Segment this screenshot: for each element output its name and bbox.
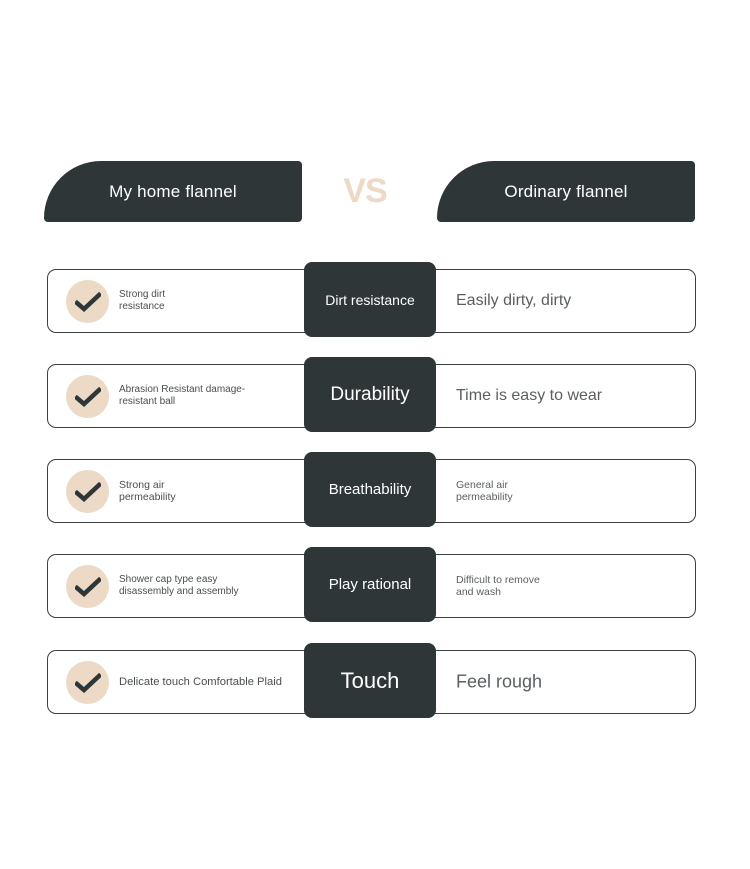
comparison-row-play-rational — [47, 554, 696, 618]
row-feature-label: Touch — [304, 643, 436, 718]
row-left-text: Strong air permeability — [119, 479, 176, 503]
row-right-text: General air permeability — [456, 479, 513, 503]
row-feature-label: Play rational — [304, 547, 436, 622]
vs-label: VS — [343, 172, 387, 210]
check-icon — [66, 565, 109, 608]
row-right-text: Feel rough — [456, 671, 543, 692]
row-left-text: Shower cap type easy disassembly and assembly — [119, 574, 239, 597]
comparison-row-dirt-resistance — [47, 269, 696, 333]
row-left-text: Delicate touch Comfortable Plaid — [119, 676, 282, 688]
comparison-row-breathability — [47, 459, 696, 523]
header-right-title: Ordinary flannel — [504, 181, 628, 201]
header-ordinary-flannel — [437, 161, 695, 222]
check-icon — [66, 470, 109, 513]
row-right-text: Time is easy to wear — [456, 387, 603, 404]
row-right-text: Easily dirty, dirty — [456, 292, 572, 309]
header-my-home-flannel — [44, 161, 302, 222]
comparison-row-durability — [47, 364, 696, 428]
row-left-text: Strong dirt resistance — [119, 289, 166, 312]
check-icon — [66, 661, 109, 704]
row-feature-label: Durability — [304, 357, 436, 432]
row-feature-label: Breathability — [304, 452, 436, 527]
comparison-row-touch — [47, 650, 696, 714]
row-left-text: Abrasion Resistant damage-resistant ball — [119, 384, 246, 407]
row-right-text: Difficult to remove and wash — [456, 574, 540, 598]
check-icon — [66, 280, 109, 323]
row-feature-label: Dirt resistance — [304, 262, 436, 337]
header-left-title: My home flannel — [109, 181, 237, 201]
check-icon — [66, 375, 109, 418]
